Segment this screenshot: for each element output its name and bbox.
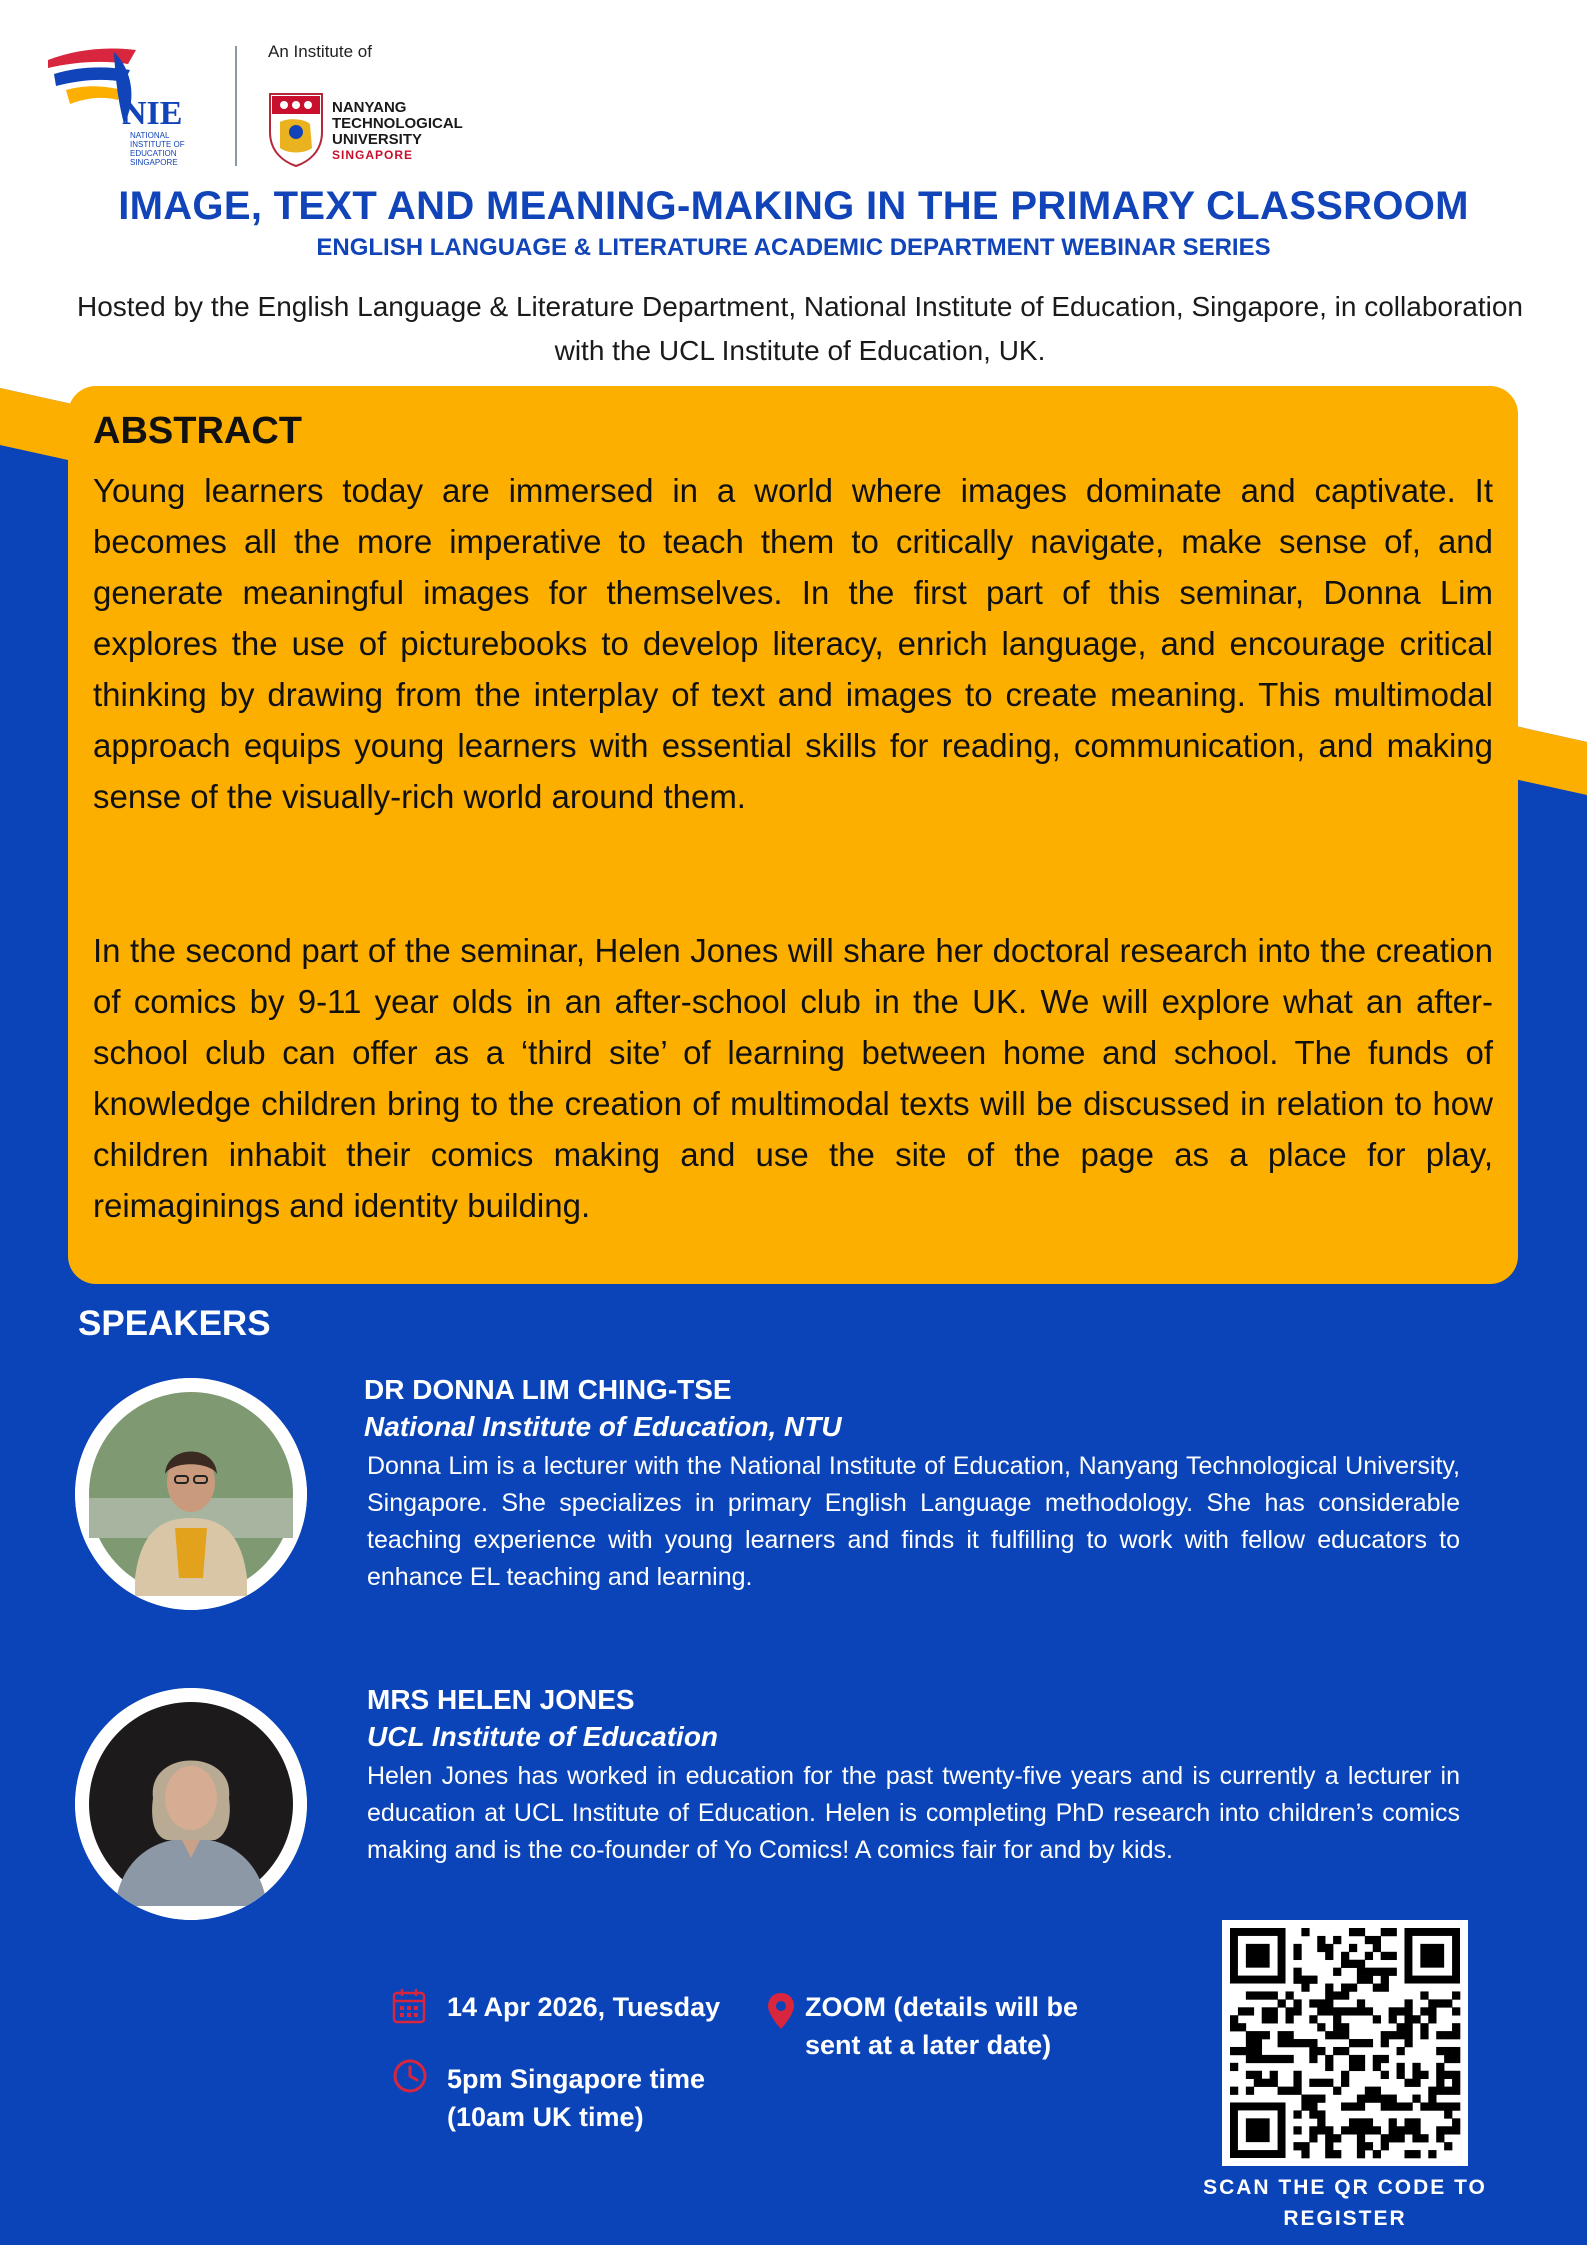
- logo-divider: [235, 46, 237, 166]
- speaker-photo-helen-jones: [75, 1688, 307, 1920]
- nie-logo-subtext-3: EDUCATION: [130, 149, 177, 158]
- ntu-logo-country: SINGAPORE: [332, 148, 414, 162]
- speaker-2-name: MRS HELEN JONES: [367, 1684, 635, 1715]
- speaker-1-affiliation: National Institute of Education, NTU: [364, 1411, 842, 1442]
- event-date: 14 Apr 2026, Tuesday: [447, 1992, 721, 2022]
- abstract-heading: ABSTRACT: [93, 410, 302, 452]
- hosted-by-text: Hosted by the English Language & Literature Department, National Institute of Education, Singapore, in collaboration with the UCL Institute of Education, UK.: [76, 291, 1524, 366]
- speaker-2-bio: Helen Jones has worked in education for the past twenty-five years and is currently a lecturer in education at UCL Institute of Education. Helen is completing PhD research into children’s comics making and is the co-founder of Yo Comics! A comics fair for and by kids.: [367, 1762, 1460, 1864]
- ntu-logo-line-2: TECHNOLOGICAL: [332, 115, 463, 132]
- speaker-1-name: DR DONNA LIM CHING-TSE: [364, 1374, 732, 1405]
- page-title: IMAGE, TEXT AND MEANING-MAKING IN THE PRIMARY CLASSROOM: [118, 184, 1469, 228]
- calendar-icon: [392, 1988, 426, 2024]
- nie-logo-subtext-4: SINGAPORE: [130, 158, 178, 167]
- institute-of-label: An Institute of: [268, 42, 372, 61]
- series-subtitle: ENGLISH LANGUAGE & LITERATURE ACADEMIC DEPARTMENT WEBINAR SERIES: [316, 234, 1271, 261]
- qr-caption: SCAN THE QR CODE TO REGISTER: [1203, 2176, 1487, 2230]
- location-pin-icon: [767, 1992, 795, 2030]
- event-time: 5pm Singapore time (10am UK time): [447, 2064, 706, 2132]
- clock-icon: [392, 2058, 428, 2094]
- ntu-logo: [268, 92, 488, 167]
- registration-qr-code[interactable]: [1222, 1920, 1468, 2166]
- abstract-paragraph-1: Young learners today are immersed in a world where images dominate and captivate. It becomes all the more imperative to teach them to critically navigate, make sense of, and generate meaningful images for themselves. In the first part of this seminar, Donna Lim explores the use of picturebooks to develop literacy, enrich language, and encourage critical thinking by drawing from the interplay of text and images to create meaning. This multimodal approach equips young learners with essential skills for reading, communication, and making sense of the visually-rich world around them.: [93, 472, 1493, 815]
- speakers-heading: SPEAKERS: [78, 1304, 271, 1343]
- speaker-photo-donna-lim: [75, 1378, 307, 1610]
- speaker-2-affiliation: UCL Institute of Education: [367, 1721, 719, 1752]
- nie-logo-subtext-2: INSTITUTE OF: [130, 140, 185, 149]
- ntu-logo-line-3: UNIVERSITY: [332, 131, 423, 148]
- abstract-paragraph-2: In the second part of the seminar, Helen Jones will share her doctoral research into the creation of comics by 9-11 year olds in an after-school club in the UK. We will explore what an after-school club can offer as a ‘third site’ of learning between home and school. The funds of knowledge children bring to the creation of multimodal texts will be discussed in relation to how children inhabit their comics making and use the site of the page as a place for play, reimaginings and identity building.: [93, 932, 1493, 1224]
- event-venue: ZOOM (details will be sent at a later date): [805, 1992, 1079, 2060]
- speaker-1-bio: Donna Lim is a lecturer with the National Institute of Education, Nanyang Technological University, Singapore. She specializes in primary English Language methodology. She has considerable teaching experience with young learners and finds it fulfilling to work with fellow educators to enhance EL teaching and learning.: [367, 1452, 1460, 1591]
- nie-logo-text: NIE: [122, 95, 183, 132]
- ntu-logo-line-1: NANYANG: [332, 99, 407, 116]
- nie-logo-subtext-1: NATIONAL: [130, 131, 170, 140]
- nie-logo: [44, 42, 214, 170]
